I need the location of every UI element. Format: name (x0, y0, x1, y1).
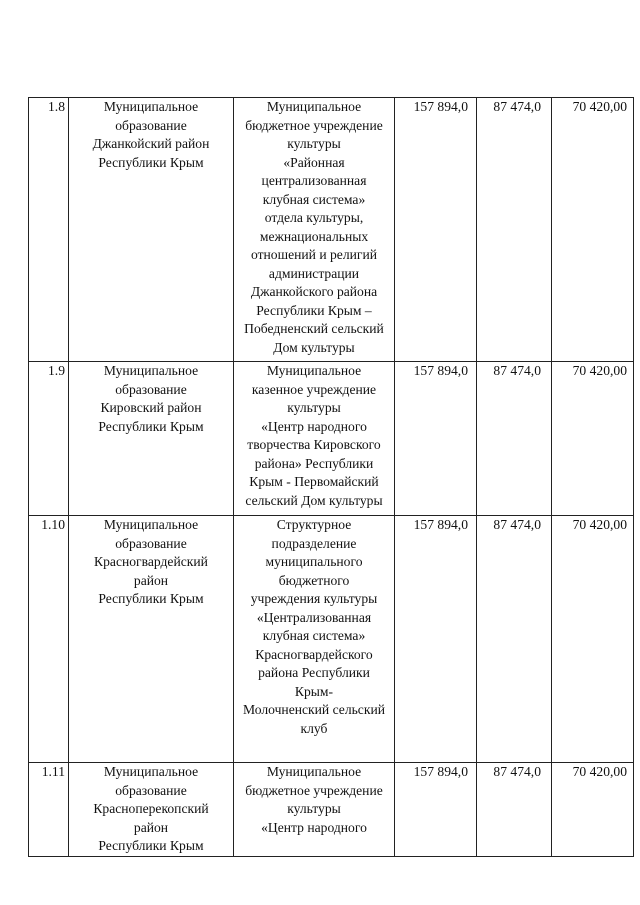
municipality-line: образование (115, 782, 187, 798)
institution-line: бюджетное учреждение (245, 782, 383, 798)
institution-line: Муниципальное (266, 764, 362, 779)
institution-line: «Районная (283, 154, 345, 170)
table-row (29, 763, 634, 857)
row-number: 1.8 (29, 98, 69, 362)
institution-line: отдела культуры, (264, 210, 364, 225)
municipality-line: Красногвардейский (94, 554, 208, 569)
total-amount: 157 894,0 (395, 98, 477, 362)
institution-line: межнациональных (259, 228, 369, 244)
institution-line: клубная система» (262, 191, 366, 207)
regional-amount: 70 420,00 (552, 362, 634, 516)
institution-line: культуры (287, 801, 341, 816)
row-number: 1.10 (29, 516, 69, 763)
institution-line: творчества Кировского (247, 437, 381, 452)
institution-line: Муниципальное (266, 363, 362, 378)
municipality-line: район (133, 572, 169, 588)
institution-cell (234, 516, 395, 763)
row-number: 1.11 (29, 763, 69, 857)
institution-line: Структурное (276, 517, 352, 532)
regional-amount: 70 420,00 (552, 98, 634, 362)
municipality-cell (69, 362, 234, 516)
table-row (29, 516, 634, 763)
institution-line: культуры (287, 136, 341, 151)
municipality-cell (69, 516, 234, 763)
municipality-line: Республики Крым (98, 838, 204, 853)
institution-line: бюджетного (278, 572, 350, 588)
funding-table (28, 97, 634, 857)
institution-cell (234, 362, 395, 516)
institution-cell (234, 763, 395, 857)
regional-amount: 70 420,00 (552, 516, 634, 763)
federal-amount: 87 474,0 (477, 98, 552, 362)
institution-line: казенное учреждение (251, 381, 377, 397)
municipality-cell (69, 98, 234, 362)
federal-amount: 87 474,0 (477, 362, 552, 516)
municipality-line: Муниципальное (103, 764, 199, 779)
institution-line: муниципального (265, 554, 363, 569)
total-amount: 157 894,0 (395, 362, 477, 516)
municipality-line: образование (115, 117, 187, 133)
municipality-cell (69, 763, 234, 857)
municipality-line: Муниципальное (103, 99, 199, 114)
municipality-line: Муниципальное (103, 363, 199, 378)
institution-line: Муниципальное (266, 99, 362, 114)
institution-line: «Центр народного (261, 819, 367, 835)
municipality-line: Республики Крым (98, 418, 204, 434)
institution-line: района» Республики (254, 455, 374, 471)
institution-line: учреждения культуры (250, 591, 378, 606)
institution-line: культуры (287, 400, 341, 415)
institution-line: Джанкойского района (250, 284, 378, 299)
institution-line: администрации (268, 265, 360, 281)
municipality-line: образование (115, 381, 187, 397)
institution-line: Республики Крым – (256, 302, 372, 318)
federal-amount: 87 474,0 (477, 516, 552, 763)
institution-line: сельский Дом культуры (245, 492, 383, 508)
institution-line: Победненский сельский (244, 321, 384, 336)
institution-line: «Центр народного (261, 418, 367, 434)
municipality-line: Красноперекопский (93, 801, 209, 816)
institution-line: централизованная (261, 173, 367, 188)
municipality-line: Республики Крым (98, 154, 204, 170)
municipality-line: район (133, 819, 169, 835)
municipality-line: Муниципальное (103, 517, 199, 532)
table-row (29, 362, 634, 516)
municipality-line: Республики Крым (98, 591, 204, 606)
institution-line: бюджетное учреждение (245, 117, 383, 133)
total-amount: 157 894,0 (395, 763, 477, 857)
institution-line: клуб (300, 720, 328, 736)
institution-line: Молочненский сельский (242, 702, 385, 717)
institution-line: подразделение (271, 535, 357, 551)
table-row (29, 98, 634, 362)
institution-line: Красногвардейского (255, 646, 373, 662)
institution-line: клубная система» (262, 628, 366, 643)
federal-amount: 87 474,0 (477, 763, 552, 857)
institution-line: Крым- (294, 683, 334, 699)
institution-line: района Республики (258, 665, 370, 680)
total-amount: 157 894,0 (395, 516, 477, 763)
institution-line: Дом культуры (273, 339, 355, 355)
institution-line: Крым - Первомайский (249, 474, 379, 489)
row-number: 1.9 (29, 362, 69, 516)
municipality-line: образование (115, 535, 187, 551)
institution-line: «Централизованная (256, 609, 372, 625)
regional-amount: 70 420,00 (552, 763, 634, 857)
municipality-line: Джанкойский район (92, 136, 210, 151)
institution-cell (234, 98, 395, 362)
municipality-line: Кировский район (100, 400, 202, 415)
institution-line: отношений и религий (250, 247, 378, 262)
